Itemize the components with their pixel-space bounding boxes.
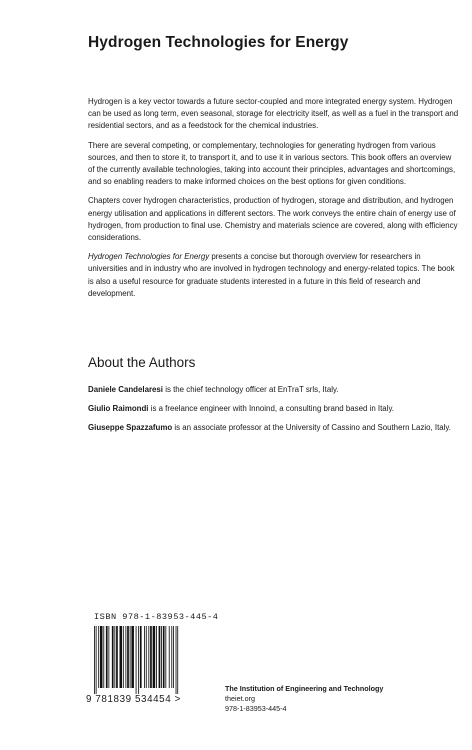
author-entry [88,403,460,415]
barcode-bar [136,626,137,694]
author-bio: is an associate professor at the University of Cassino and Southern Lazio, Italy. [172,423,451,433]
description-paragraph-3: Chapters cover hydrogen characteristics, production of hydrogen, storage and distribution, and hydrogen energy utilisation and applications in different sectors. The work conveys the entire chain of energy use of hydrogen, from production to final use. Chemistry and materials science are covered, along with efficiency considerations. [88,196,458,243]
barcode-bar [176,626,177,694]
description-paragraph-4-text: presents a concise but thorough overview for researchers in universities and in industry who are involved in hydrogen technology and energy-related topics. The book is also a useful resource for graduate students interested in a future in this field of research and development. [88,252,455,298]
barcode-bar [163,626,165,688]
barcode-bar [169,626,170,688]
barcode-bar [171,626,172,688]
description-paragraph-1: Hydrogen is a key vector towards a future sector-coupled and more integrated energy system. Hydrogen can be used as long term, even seasonal, storage for electricity itself, as well as a fuel in the transport and residential sectors, and as a feedstock for the chemical industries. [88,97,459,131]
authors-list [88,384,460,442]
barcode-bar [130,626,131,688]
author-bio: is the chief technology officer at EnTraT srls, Italy. [163,385,339,394]
book-description [88,96,460,307]
description-paragraph-4 [88,251,460,300]
barcode-bar [96,626,97,694]
barcode-digits: 9 781839 534454 > [86,694,181,705]
barcode-bar [140,626,142,688]
barcode-bar [146,626,147,688]
barcode-image [92,626,210,694]
barcode-bar [150,626,152,688]
barcode-bar [125,626,126,688]
barcode-bar [127,626,129,688]
isbn-label: ISBN 978-1-83953-445-4 [94,612,219,622]
publisher-block [225,684,383,714]
publisher-isbn: 978-1-83953-445-4 [225,704,287,713]
barcode-bar [123,626,124,688]
author-bio: is a freelance engineer with Innoind, a consulting brand based in Italy. [148,404,394,414]
barcode-bar [120,626,123,688]
book-title: Hydrogen Technologies for Energy [88,34,349,51]
barcode-bar [114,626,115,688]
author-entry [88,422,460,434]
barcode-bar [131,626,134,688]
authors-heading: About the Authors [88,355,196,370]
barcode-bar [100,626,103,688]
barcode-bar [138,626,139,694]
barcode-bar [108,626,109,688]
barcode-bar [148,626,149,688]
barcode-bar [94,626,95,694]
barcode-bar [106,626,108,688]
barcode-bar [173,626,174,688]
author-name: Daniele Candelaresi [88,385,163,394]
publisher-url: theiet.org [225,694,255,703]
barcode-bar [156,626,157,688]
author-entry [88,384,460,396]
barcode-bar [116,626,118,688]
barcode-bar [103,626,104,688]
barcode-bar [161,626,162,688]
publisher-name: The Institution of Engineering and Technology [225,684,384,693]
author-name: Giulio Raimondi [88,404,149,414]
barcode-bar [153,626,156,688]
barcode-bar [159,626,161,688]
barcode-bar [144,626,145,688]
italic-book-title: Hydrogen Technologies for Energy [88,252,210,262]
author-name: Giuseppe Spazzafumo [88,423,173,433]
barcode-bar [177,626,178,694]
barcode-bar [98,626,99,688]
barcode-bar [112,626,114,688]
description-paragraph-2: There are several competing, or complementary, technologies for generating hydrogen from various sources, and then to store it, to transport it, and to use it in various sectors. This book offers an overview of the currently available technologies, taking into account their principles, advantages and shortcomings, and so enabling readers to make informed choices on the best options for given conditions. [88,140,456,187]
barcode-bar [165,626,166,688]
